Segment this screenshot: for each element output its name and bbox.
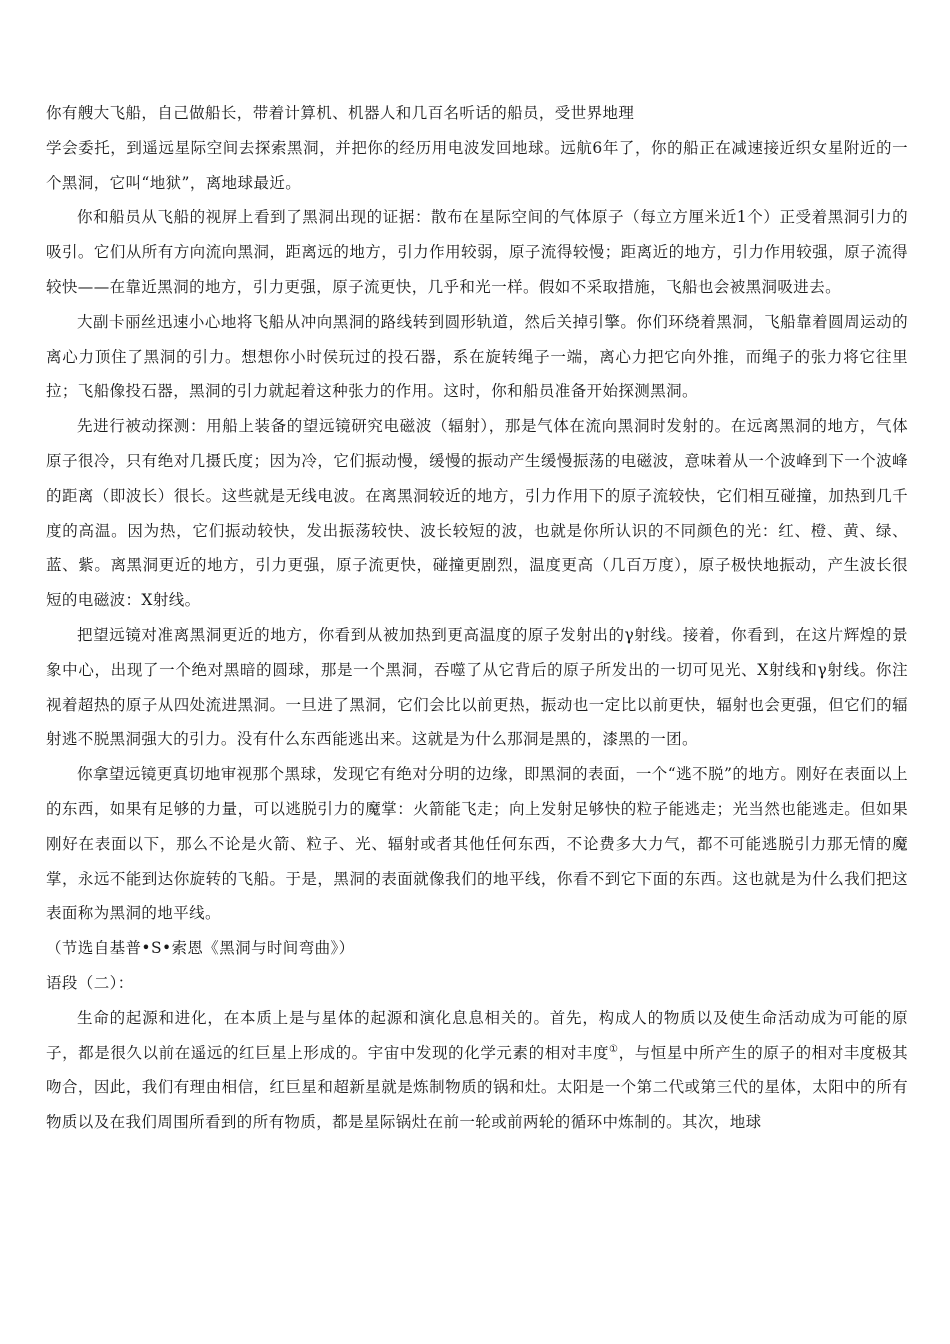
paragraph-2: 你和船员从飞船的视屏上看到了黑洞出现的证据：散布在星际空间的气体原子（每立方厘米近1个）正受着黑洞引力的吸引。它们从所有方向流向黑洞，距离远的地方，引力作用较弱，原子流得较慢；距离近的地方，引力作用较强，原子流得较快——在靠近黑洞的地方，引力更强，原子流更快，几乎和光一样。假如不采取措施，飞船也会被黑洞吸进去。 xyxy=(46,208,908,296)
paragraph-3: 大副卡丽丝迅速小心地将飞船从冲向黑洞的路线转到圆形轨道，然后关掉引擎。你们环绕着黑洞，飞船靠着圆周运动的离心力顶住了黑洞的引力。想想你小时侯玩过的投石器，系在旋转绳子一端，离心力把它向外推，而绳子的张力将它往里拉；飞船像投石器，黑洞的引力就起着这种张力的作用。这时，你和船员准备开始探测黑洞。 xyxy=(46,312,908,401)
paragraph-6: 你拿望远镜更真切地审视那个黑球，发现它有绝对分明的边缘，即黑洞的表面，一个“逃不脱”的地方。刚好在表面以上的东西，如果有足够的力量，可以逃脱引力的魔掌：火箭能飞走；向上发射足够快的粒子能逃走；光当然也能逃走。但如果刚好在表面以下，那么不论是火箭、粒子、光、辐射或者其他任何东西，不论费多大力气，都不可能逃脱引力那无情的魔掌，永远不能到达你旋转的飞船。于是，黑洞的表面就像我们的地平线，你看不到它下面的东西。这也就是为什么我们把这表面称为黑洞的地平线。 xyxy=(46,765,908,923)
paragraph-7 xyxy=(46,1001,908,1140)
paragraph-7-text-b: ，与恒星中所产生的原子的相对丰度极其吻合，因此，我们有理由相信，红巨星和超新星就是炼制物质的锅和灶。太阳是一个第二代或第三代的星体，太阳中的所有物质以及在我们周围所看到的所有物质，都是星际锅灶在前一轮或前两轮的循环中炼制的。其次，地球 xyxy=(46,1043,908,1132)
paragraph-1-line-1: 你有艘大飞船，自己做船长，带着计算机、机器人和几百名听话的船员，受世界地理 xyxy=(46,104,635,122)
section-heading: 语段（二）： xyxy=(46,973,134,992)
source-citation: （节选自基普•S•索恩《黑洞与时间弯曲》） xyxy=(46,939,355,958)
footnote-marker: ① xyxy=(609,1043,619,1055)
paragraph-4: 先进行被动探测：用船上装备的望远镜研究电磁波（辐射），那是气体在流向黑洞时发射的。在远离黑洞的地方，气体原子很冷，只有绝对几摄氏度；因为冷，它们振动慢，缓慢的振动产生缓慢振荡的电磁波，意味着从一个波峰到下一个波峰的距离（即波长）很长。这些就是无线电波。在离黑洞较近的地方，引力作用下的原子流较快，它们相互碰撞，加热到几千度的高温。因为热，它们振动较快，发出振荡较快、波长较短的波，也就是你所认识的不同颜色的光：红、橙、黄、绿、蓝、紫。离黑洞更近的地方，引力更强，原子流更快，碰撞更剧烈，温度更高（几百万度），原子极快地振动，产生波长很短的电磁波：X射线。 xyxy=(46,417,908,610)
document-page xyxy=(46,96,908,1140)
paragraph-7-text-a: 生命的起源和进化，在本质上是与星体的起源和演化息息相关的。首先，构成人的物质以及使生命活动成为可能的原子，都是很久以前在遥远的红巨星上形成的。宇宙中发现的化学元素的相对丰度 xyxy=(46,1008,908,1062)
paragraph-1-continuation: 学会委托，到遥远星际空间去探索黑洞，并把你的经历用电波发回地球。远航6年了，你的船正在减速接近织女星附近的一个黑洞，它叫“地狱”，离地球最近。 xyxy=(46,138,908,192)
paragraph-5: 把望远镜对准离黑洞更近的地方，你看到从被加热到更高温度的原子发射出的γ射线。接着，你看到，在这片辉煌的景象中心，出现了一个绝对黑暗的圆球，那是一个黑洞，吞噬了从它背后的原子所发出的一切可见光、X射线和γ射线。你注视着超热的原子从四处流进黑洞。一旦进了黑洞，它们会比以前更热，振动也一定比以前更快，辐射也会更强，但它们的辐射逃不脱黑洞强大的引力。没有什么东西能逃出来。这就是为什么那洞是黑的，漆黑的一团。 xyxy=(46,625,908,749)
